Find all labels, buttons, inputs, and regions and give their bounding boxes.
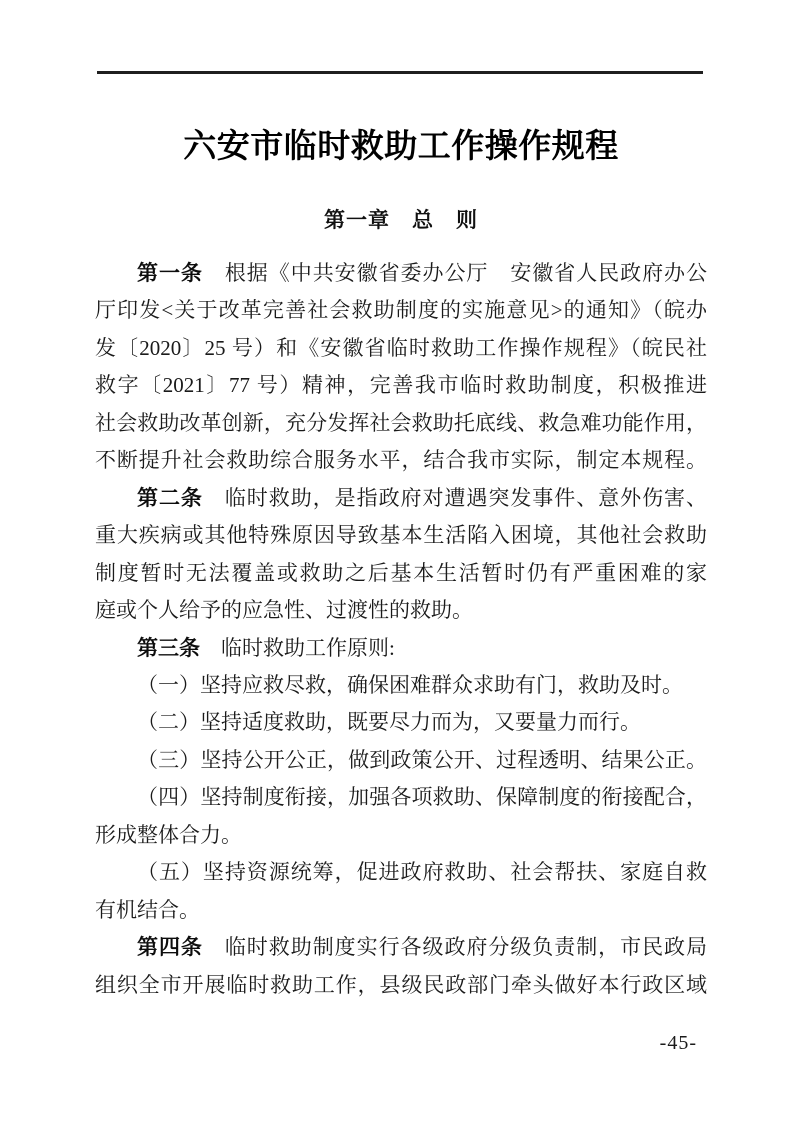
body-line-text: （四）坚持制度衔接，加强各项救助、保障制度的衔接配合，: [137, 785, 707, 810]
body-line-text: 有机结合。: [95, 897, 200, 922]
body-line: [95, 592, 707, 629]
article-number-lead: 第一条: [137, 262, 203, 285]
body-line: [95, 779, 707, 816]
body-line: [95, 555, 707, 592]
document-body: [95, 255, 707, 1004]
body-line-text: 重大疾病或其他特殊原因导致基本生活陷入困境，其他社会救助: [95, 523, 707, 548]
body-line-text: 临时救助工作原则:: [200, 635, 395, 660]
body-line-text: 根据《中共安徽省委办公厅 安徽省人民政府办公: [202, 261, 708, 285]
header-rule: [97, 71, 703, 74]
body-line-text: 救字〔2021〕77 号）精神，完善我市临时救助制度，积极推进: [95, 373, 707, 398]
body-line-text: （五）坚持资源统筹，促进政府救助、社会帮扶、家庭自救: [137, 860, 707, 885]
article-number-lead: 第三条: [137, 636, 200, 660]
body-line-text: （二）坚持适度救助，既要尽力而为，又要量力而行。: [137, 710, 641, 735]
body-line: [95, 255, 707, 292]
body-line-text: 社会救助改革创新，充分发挥社会救助托底线、救急难功能作用，: [95, 410, 707, 435]
body-line: [95, 892, 707, 929]
body-line-text: 制度暂时无法覆盖或救助之后基本生活暂时仍有严重困难的家: [95, 560, 707, 585]
body-line: [95, 367, 707, 404]
body-line-text: 不断提升社会救助综合服务水平，结合我市实际，制定本规程。: [95, 448, 707, 473]
body-line: [95, 442, 707, 479]
body-line: [95, 480, 707, 517]
body-line: [95, 967, 707, 1004]
body-line: [95, 292, 707, 329]
body-line: [95, 742, 707, 779]
body-line-text: 临时救助制度实行各级政府分级负责制，市民政局: [202, 935, 708, 960]
body-line-text: 形成整体合力。: [95, 822, 242, 847]
body-line: [95, 517, 707, 554]
body-line: [95, 667, 707, 704]
chapter-heading: 第一章 总 则: [324, 209, 478, 232]
body-line: [95, 854, 707, 891]
body-line: [95, 630, 707, 667]
body-line-text: 庭或个人给予的应急性、过渡性的救助。: [95, 598, 473, 623]
article-number-lead: 第四条: [137, 936, 203, 960]
body-line-text: 组织全市开展临时救助工作，县级民政部门牵头做好本行政区域: [95, 972, 707, 997]
body-line-text: （三）坚持公开公正，做到政策公开、过程透明、结果公正。: [137, 747, 707, 772]
body-line: [95, 929, 707, 966]
body-line-text: 发〔2020〕25 号）和《安徽省临时救助工作操作规程》（皖民社: [95, 335, 707, 360]
body-line: [95, 405, 707, 442]
document-title: 六安市临时救助工作操作规程: [183, 129, 619, 165]
body-line: [95, 704, 707, 741]
page-number: -45-: [659, 1032, 697, 1054]
body-line: [95, 817, 707, 854]
article-number-lead: 第二条: [137, 486, 203, 510]
body-line-text: 临时救助，是指政府对遭遇突发事件、意外伤害、: [202, 485, 708, 510]
body-line-text: （一）坚持应救尽救，确保困难群众求助有门，救助及时。: [137, 672, 683, 697]
body-line-text: 厅印发<关于改革完善社会救助制度的实施意见>的通知》（皖办: [95, 298, 707, 323]
body-line: [95, 330, 707, 367]
